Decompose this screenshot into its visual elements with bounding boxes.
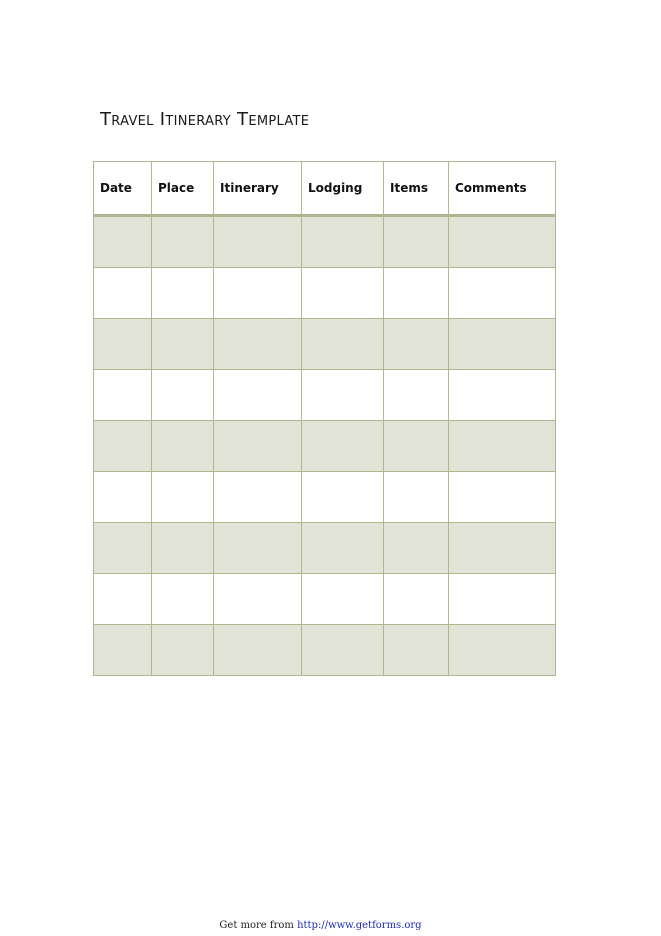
- table-cell-place[interactable]: [152, 370, 214, 421]
- table-cell-place[interactable]: [152, 421, 214, 472]
- footer-link[interactable]: http://www.getforms.org: [297, 920, 422, 931]
- table-cell-lodging[interactable]: [302, 268, 384, 319]
- table-cell-date[interactable]: [94, 421, 152, 472]
- table-cell-lodging[interactable]: [302, 574, 384, 625]
- table-cell-items[interactable]: [384, 268, 449, 319]
- table-row: [94, 472, 556, 523]
- table-cell-itinerary[interactable]: [214, 472, 302, 523]
- footer-prefix: Get more from: [219, 920, 294, 931]
- table-cell-date[interactable]: [94, 319, 152, 370]
- table-row: [94, 216, 556, 268]
- table-cell-date[interactable]: [94, 472, 152, 523]
- table-cell-lodging[interactable]: [302, 319, 384, 370]
- column-header-lodging: Lodging: [302, 162, 384, 216]
- table-cell-itinerary[interactable]: [214, 625, 302, 676]
- column-header-itinerary: Itinerary: [214, 162, 302, 216]
- column-header-comments: Comments: [449, 162, 556, 216]
- column-header-date: Date: [94, 162, 152, 216]
- column-header-items: Items: [384, 162, 449, 216]
- table-cell-place[interactable]: [152, 523, 214, 574]
- table-row: [94, 268, 556, 319]
- footer: [0, 920, 641, 931]
- table-row: [94, 370, 556, 421]
- table-cell-items[interactable]: [384, 574, 449, 625]
- table-cell-lodging[interactable]: [302, 523, 384, 574]
- table-cell-comments[interactable]: [449, 523, 556, 574]
- table-cell-items[interactable]: [384, 523, 449, 574]
- table-body: [94, 216, 556, 676]
- table-header-row: [94, 162, 556, 216]
- column-header-place: Place: [152, 162, 214, 216]
- table-cell-items[interactable]: [384, 216, 449, 268]
- table-cell-place[interactable]: [152, 268, 214, 319]
- table-cell-itinerary[interactable]: [214, 523, 302, 574]
- table-cell-date[interactable]: [94, 574, 152, 625]
- table-cell-comments[interactable]: [449, 472, 556, 523]
- table-cell-itinerary[interactable]: [214, 574, 302, 625]
- document-title: Travel Itinerary Template: [100, 109, 310, 130]
- table-cell-comments[interactable]: [449, 370, 556, 421]
- table-cell-comments[interactable]: [449, 574, 556, 625]
- table-row: [94, 523, 556, 574]
- table-cell-comments[interactable]: [449, 625, 556, 676]
- table-cell-lodging[interactable]: [302, 216, 384, 268]
- table-cell-itinerary[interactable]: [214, 216, 302, 268]
- table-cell-itinerary[interactable]: [214, 268, 302, 319]
- table-cell-place[interactable]: [152, 625, 214, 676]
- table-cell-items[interactable]: [384, 370, 449, 421]
- table-cell-place[interactable]: [152, 216, 214, 268]
- table-cell-comments[interactable]: [449, 216, 556, 268]
- table-cell-lodging[interactable]: [302, 370, 384, 421]
- table-cell-place[interactable]: [152, 472, 214, 523]
- table-cell-comments[interactable]: [449, 421, 556, 472]
- table-cell-place[interactable]: [152, 574, 214, 625]
- table-cell-itinerary[interactable]: [214, 421, 302, 472]
- table-cell-comments[interactable]: [449, 319, 556, 370]
- table-cell-items[interactable]: [384, 472, 449, 523]
- table-cell-date[interactable]: [94, 216, 152, 268]
- table-cell-date[interactable]: [94, 268, 152, 319]
- table-cell-items[interactable]: [384, 319, 449, 370]
- table-cell-items[interactable]: [384, 421, 449, 472]
- table-cell-lodging[interactable]: [302, 472, 384, 523]
- table-row: [94, 574, 556, 625]
- table-cell-date[interactable]: [94, 625, 152, 676]
- table-row: [94, 319, 556, 370]
- table-cell-itinerary[interactable]: [214, 319, 302, 370]
- table-cell-lodging[interactable]: [302, 421, 384, 472]
- table-cell-itinerary[interactable]: [214, 370, 302, 421]
- table-cell-items[interactable]: [384, 625, 449, 676]
- itinerary-table: [93, 161, 556, 676]
- table-row: [94, 625, 556, 676]
- table-cell-date[interactable]: [94, 370, 152, 421]
- table-row: [94, 421, 556, 472]
- table-cell-place[interactable]: [152, 319, 214, 370]
- table-cell-comments[interactable]: [449, 268, 556, 319]
- table-cell-lodging[interactable]: [302, 625, 384, 676]
- table-cell-date[interactable]: [94, 523, 152, 574]
